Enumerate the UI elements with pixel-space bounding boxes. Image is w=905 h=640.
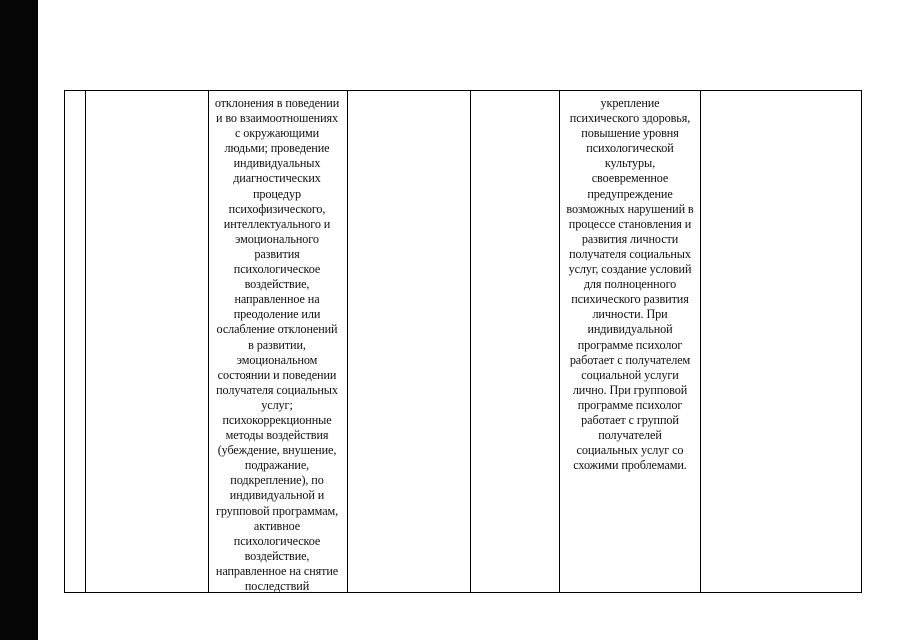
scan-dark-edge (0, 0, 38, 640)
column-divider-6 (700, 91, 701, 592)
column-divider-4 (470, 91, 471, 592)
column-divider-1 (85, 91, 86, 592)
column-divider-3 (347, 91, 348, 592)
table-cell-col3-text: отклонения в поведении и во взаимоотношениях с окружающими людьми; проведение индивидуальных диагностических процедур психофизического, интеллектуального и эмоционального развития психологическое воздействие, направленное на преодоление или ослабление отклонений в развитии, эмоциональном состоянии и поведении получателя социальных услуг; психокоррекционные методы воздействия (убеждение, внушение, подражание, подкрепление), по индивидуальной и групповой программам, активное психологическое воздействие, направленное на снятие последствий (214, 96, 340, 593)
services-table (64, 90, 862, 593)
table-cell-col6-text: укрепление психического здоровья, повышение уровня психологической культуры, своевременное предупреждение возможных нарушений в процессе становления и развития личности получателя социальных услуг, создание условий для полноценного психического развития личности. При индивидуальной программе психолог работает с получателем социальной услуги лично. При групповой программе психолог работает с группой получателей социальных услуг со схожими проблемами. (566, 96, 694, 473)
